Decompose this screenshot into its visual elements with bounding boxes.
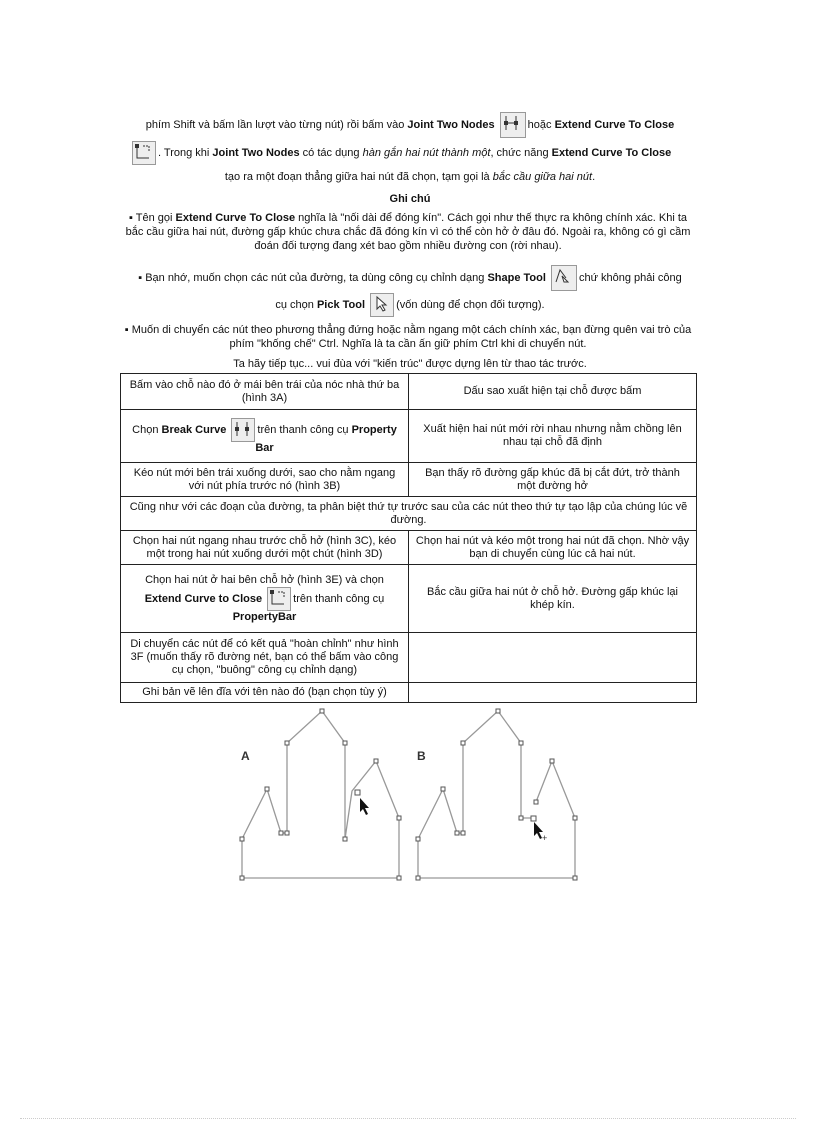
- table-lead: Ta hãy tiếp tục... vui đùa với "kiến trúc" được dựng lên từ thao tác trước.: [233, 358, 587, 370]
- joint-two-nodes-icon: [500, 112, 526, 138]
- table-cell: Chọn hai nút ngang nhau trước chỗ hở (hình 3C), kéo một trong hai nút xuống dưới một chút (hình 3D): [121, 531, 409, 565]
- table-row: [121, 497, 697, 531]
- text: ▪ Bạn nhớ, muốn chọn các nút của đường, ta dùng công cụ chỉnh dạng: [138, 271, 488, 284]
- table-cell: [121, 565, 409, 633]
- text: trên thanh công cụ: [257, 423, 352, 436]
- extend-curve-label: Extend Curve To Close: [554, 118, 675, 131]
- page-bottom-rule: [20, 1118, 796, 1119]
- joint-two-nodes-label: Joint Two Nodes: [407, 118, 495, 131]
- note-bullet-2b: [120, 293, 700, 317]
- shape-tool-label: Shape Tool: [487, 271, 546, 284]
- para1-line2: [130, 141, 690, 165]
- note-bullet-3: ▪ Muốn di chuyển các nút theo phương thẳng đứng hoặc nằm ngang một cách chính xác, bạn đừng quên vai trò của phím "khống chế" Ctrl. Nghĩa là ta cần ấn giữ phím Ctrl khi di chuyển nút.: [124, 324, 692, 350]
- note-bullet-1: [122, 211, 694, 253]
- extend-curve-icon: [267, 587, 291, 611]
- table-cell: Dấu sao xuất hiện tại chỗ được bấm: [409, 374, 697, 410]
- extend-curve-icon: [132, 141, 156, 165]
- break-curve-icon: [231, 418, 255, 442]
- text: bắc cầu giữa hai nút: [492, 171, 593, 183]
- table-cell: Bắc cầu giữa hai nút ở chỗ hở. Đường gấp khúc lại khép kín.: [409, 565, 697, 633]
- text: hàn gắn hai nút thành một: [362, 146, 491, 159]
- table-row: [121, 410, 697, 463]
- table-row: [121, 374, 697, 410]
- figure-3a-3b: [236, 706, 581, 886]
- text: Joint Two Nodes: [212, 146, 300, 159]
- table-cell: [409, 683, 697, 703]
- shape-tool-icon: [551, 265, 577, 291]
- table-row: [121, 531, 697, 565]
- text: chứ không phải công: [578, 271, 682, 284]
- figure-label-a: A: [241, 749, 250, 763]
- text: trên thanh công cụ: [293, 592, 385, 605]
- text: hoặc: [527, 118, 555, 131]
- table-cell: Chọn hai nút và kéo một trong hai nút đã chọn. Nhờ vậy bạn di chuyển cùng lúc cả hai nút.: [409, 531, 697, 565]
- text: phím Shift và bấm lần lượt vào từng nút) rồi bấm vào: [145, 118, 408, 131]
- table-cell: Xuất hiện hai nút mới rời nhau nhưng nằm chồng lên nhau tại chỗ đã định: [409, 410, 697, 463]
- table-row: [121, 565, 697, 633]
- table-cell: Bấm vào chỗ nào đó ở mái bên trái của nóc nhà thứ ba (hình 3A): [121, 374, 409, 410]
- text: tạo ra một đoạn thẳng giữa hai nút đã chọn, tạm gọi là: [224, 171, 493, 183]
- text: có tác dụng: [299, 146, 363, 159]
- text: cụ chọn: [275, 298, 317, 311]
- table-cell: [409, 633, 697, 683]
- text: ▪ Tên gọi: [128, 212, 176, 224]
- text: Chọn hai nút ở hai bên chỗ hở (hình 3E) và chọn: [145, 573, 384, 586]
- note-bullet-2a: [120, 265, 700, 291]
- table-cell: Di chuyển các nút để có kết quả "hoàn chỉnh" như hình 3F (muốn thấy rõ đường nét, bạn có thể bấm vào công cụ chọn, "buông" công cụ chỉnh dạng): [121, 633, 409, 683]
- text: Extend Curve to Close: [144, 592, 263, 605]
- pick-tool-icon: [370, 293, 394, 317]
- table-cell: Ghi bản vẽ lên đĩa với tên nào đó (bạn chọn tùy ý): [121, 683, 409, 703]
- text: Extend Curve To Close: [175, 212, 296, 224]
- text: (vốn dùng để chọn đối tượng).: [396, 298, 545, 311]
- table-cell: [121, 410, 409, 463]
- table-row: [121, 633, 697, 683]
- figure-label-b: B: [417, 749, 426, 763]
- steps-table: [120, 373, 697, 703]
- text: PropertyBar: [232, 610, 297, 623]
- cursor-icon: [360, 798, 369, 815]
- text: .: [592, 171, 596, 183]
- text: Property Bar: [255, 423, 397, 454]
- table-cell: Kéo nút mới bên trái xuống dưới, sao cho nằm ngang với nút phía trước nó (hình 3B): [121, 463, 409, 497]
- plus-icon: +: [542, 833, 548, 843]
- note-heading: Ghi chú: [389, 193, 431, 205]
- table-row: [121, 463, 697, 497]
- text: nghĩa là "nối dài để đóng kín". Cách gọi như thế thực ra không chính xác. Khi ta bắc cầu giữa hai nút, đường gấp khúc chưa chắc đã đóng kín vì có thể còn hở ở đâu đó. Ngoài ra, không có gì cầm đoán đối tượng đang xét bao gồm nhiều đường con (rời nhau).: [125, 212, 691, 252]
- para1-line3: [120, 170, 700, 184]
- para1-line1: [120, 112, 700, 138]
- text: Extend Curve To Close: [551, 146, 672, 159]
- text: . Trong khi: [158, 146, 213, 159]
- figure-a: [240, 709, 401, 880]
- table-cell: Cũng như với các đoạn của đường, ta phân biệt thứ tự trước sau của các nút theo thứ tự tạo lập của chúng lúc vẽ đường.: [121, 497, 697, 531]
- text: Chọn: [132, 423, 162, 436]
- figure-b: [416, 709, 577, 880]
- table-row: [121, 683, 697, 703]
- text: , chức năng: [490, 146, 552, 159]
- pick-tool-label: Pick Tool: [316, 298, 366, 311]
- table-cell: Bạn thấy rõ đường gấp khúc đã bị cắt đứt, trở thành một đường hở: [409, 463, 697, 497]
- text: Break Curve: [161, 423, 227, 436]
